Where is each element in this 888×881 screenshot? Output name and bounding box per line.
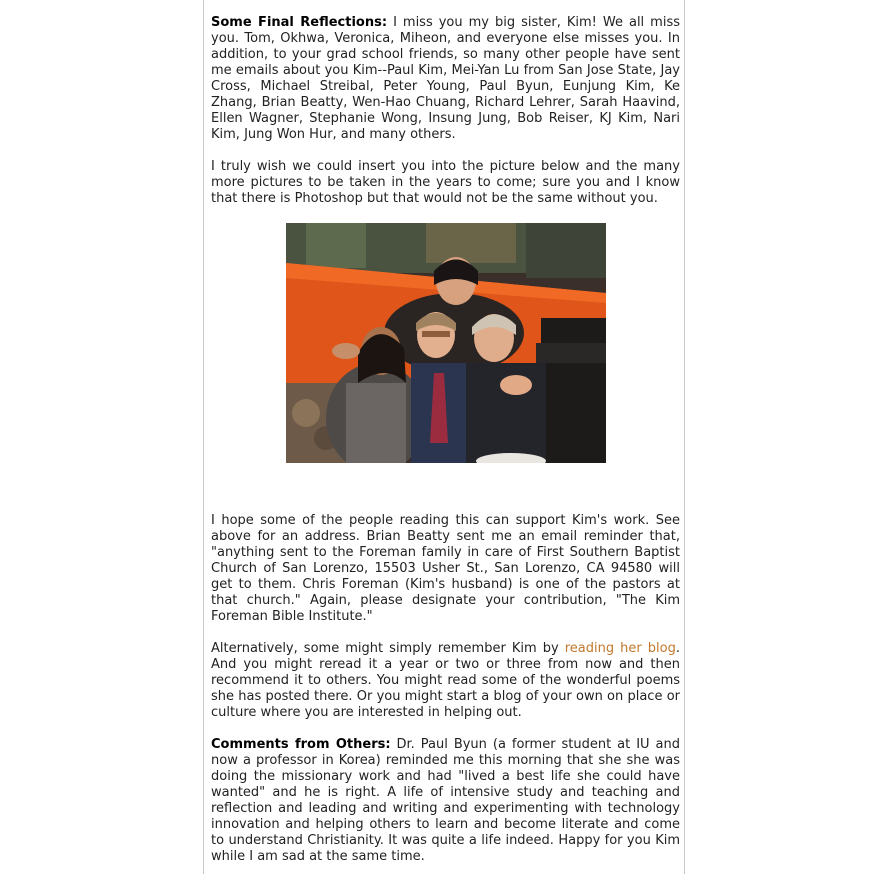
paragraph-comments	[211, 737, 680, 865]
group-photo	[286, 223, 606, 463]
paragraph-final-reflections	[211, 15, 680, 143]
blog-post-column	[203, 0, 685, 874]
post-body	[211, 15, 680, 881]
paragraph-support: I hope some of the people reading this can support Kim's work. See above for an address. Brian Beatty sent me an email reminder that, "anything sent to the Foreman family in care of First Southern Baptist Church of San Lorenzo, 15503 Usher St., San Lorenzo, CA 94580 will get to them. Chris Foreman (Kim's husband) is one of the pastors at that church." Again, please designate your contribution, "The Kim Foreman Bible Institute."	[211, 513, 680, 624]
paragraph-picture-wish: I truly wish we could insert you into the picture below and the many more pictures to be taken in the years to come; sure you and I know that there is Photoshop but that would not be the same without you.	[211, 159, 680, 206]
comments-text: Dr. Paul Byun (a former student at IU and now a professor in Korea) reminded me this morning that she she was doing the missionary work and had "lived a best life she could have wanted" and he is right. A life of intensive study and teaching and reflection and leading and writing and experimenting with technology innovation and helping others to learn and become literate and come to understand Christianity. It was quite a life indeed. Happy for you Kim while I am sad at the same time.	[211, 737, 680, 864]
alternatively-text-before: Alternatively, some might simply remember Kim by	[211, 641, 565, 656]
final-reflections-heading: Some Final Reflections:	[211, 15, 388, 30]
photo-container	[211, 223, 680, 463]
comments-heading: Comments from Others:	[211, 737, 391, 752]
group-photo-image	[286, 223, 606, 463]
reading-her-blog-link[interactable]: reading her blog	[564, 641, 676, 656]
alternatively-text-after: . And you might reread it a year or two or three from now and then recommend it to others. You might read some of the wonderful poems she has posted there. Or you might start a blog of your own on place or culture where you are interested in helping out.	[211, 641, 680, 720]
final-reflections-text: I miss you my big sister, Kim! We all miss you. Tom, Okhwa, Veronica, Miheon, and everyone else misses you. In addition, to your grad school friends, so many other people have sent me emails about you Kim--Paul Kim, Mei-Yan Lu from San Jose State, Jay Cross, Michael Streibal, Peter Young, Paul Byun, Eunjung Kim, Ke Zhang, Brian Beatty, Wen-Hao Chuang, Richard Lehrer, Sarah Haavind, Ellen Wagner, Stephanie Wong, Insung Jung, Bob Reiser, KJ Kim, Nari Kim, Jung Won Hur, and many others.	[211, 15, 680, 142]
paragraph-alternatively	[211, 641, 680, 721]
